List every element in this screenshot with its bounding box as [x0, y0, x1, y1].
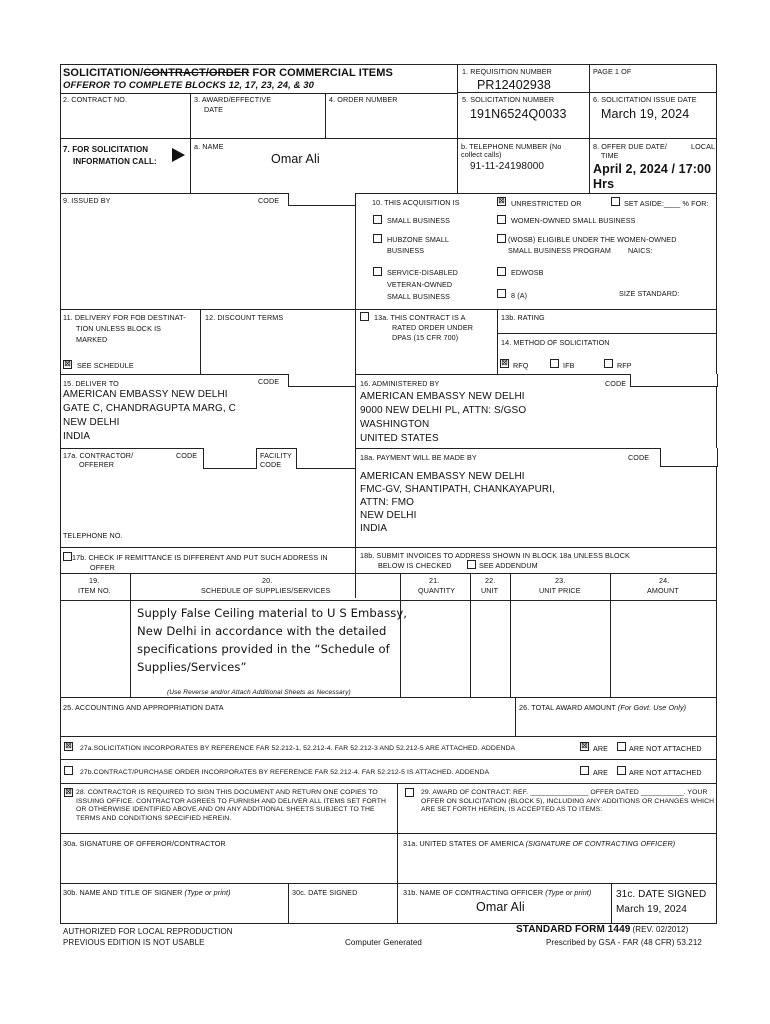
deliver-to-line-3: NEW DELHI [63, 417, 120, 428]
item-description-line-1: Supply False Ceiling material to U S Embassy, [137, 606, 408, 620]
co-date-signed-label: 31c. DATE SIGNED [616, 889, 707, 900]
rule [716, 64, 717, 923]
col-quantity-num: 21. [429, 576, 440, 585]
col-item-no: ITEM NO. [78, 586, 111, 595]
arrow-right-icon [172, 148, 185, 162]
contractor-code-box[interactable] [203, 448, 257, 469]
payment-code-box[interactable] [660, 448, 718, 467]
col-item-no-num: 19. [89, 576, 100, 585]
page-label: PAGE 1 OF [593, 67, 632, 76]
rule [200, 309, 201, 374]
29-checkbox[interactable] [405, 788, 414, 797]
facility-code-box[interactable] [296, 448, 356, 469]
facility-label-2: CODE [260, 460, 282, 469]
payment-line-2: FMC-GV, SHANTIPATH, CHANKAYAPURI, [360, 484, 555, 495]
27b-are-checkbox[interactable] [580, 766, 589, 775]
rule [60, 64, 717, 65]
rule [60, 193, 717, 194]
ifb-label: IFB [563, 361, 575, 370]
offeror-signature-label: 30a. SIGNATURE OF OFFEROR/CONTRACTOR [63, 839, 226, 848]
administered-line-3: WASHINGTON [360, 419, 430, 430]
item-description-line-4: Supplies/Services” [137, 660, 247, 674]
28-text: 28. CONTRACTOR IS REQUIRED TO SIGN THIS DOCUMENT AND RETURN ONE COPIES TO ISSUING OFFICE. CONTRACTOR AGREES TO FURNISH AND DELIVER ALL ITEMS SET FORTH OR OTHERWISE IDENTIFIED ABOVE AND ON ANY ADDITIONAL SHEETS SUBJECT TO THE TERMS AND CONDITIONS SPECIFIED HEREIN. [76, 789, 386, 822]
payment-line-3: ATTN: FMO [360, 497, 415, 508]
see-schedule-checkbox[interactable]: ☒ [64, 361, 71, 368]
rule [190, 93, 191, 193]
rfp-checkbox[interactable] [604, 359, 613, 368]
payment-line-4: NEW DELHI [360, 510, 417, 521]
computer-generated: Computer Generated [345, 938, 422, 947]
reverse-note: (Use Reverse and/or Attach Additional Sheets as Necessary) [167, 689, 351, 696]
info-call-label-2: INFORMATION CALL: [73, 157, 157, 166]
remittance-label-2: OFFER [90, 563, 115, 572]
co-date-signed-value: March 19, 2024 [616, 904, 687, 915]
remittance-checkbox[interactable] [63, 552, 72, 561]
acquisition-label: 10. THIS ACQUISITION IS [372, 198, 460, 207]
contract-no-label: 2. CONTRACT NO. [63, 95, 128, 104]
rfq-checkbox[interactable]: ☒ [501, 360, 508, 367]
unrestricted-checkbox[interactable]: ☒ [498, 198, 505, 205]
addendum-checkbox[interactable] [467, 560, 476, 569]
setaside-checkbox[interactable] [611, 197, 620, 206]
due-date-local: LOCAL [691, 142, 716, 151]
rule [60, 783, 717, 784]
rule [497, 309, 498, 374]
setaside-label: SET ASIDE:____ % FOR: [624, 199, 709, 208]
rule [60, 64, 61, 923]
deliver-to-line-1: AMERICAN EMBASSY NEW DELHI [63, 389, 228, 400]
rated-order-checkbox[interactable] [360, 312, 369, 321]
wosb-label: (WOSB) ELIGIBLE UNDER THE WOMEN-OWNED [508, 235, 677, 244]
sdvosb-label-2: VETERAN-OWNED [387, 280, 453, 289]
rule [611, 883, 612, 923]
col-unit-price: UNIT PRICE [539, 586, 581, 595]
contractor-code-label: CODE [176, 451, 198, 460]
rule [510, 573, 511, 697]
27a-are-not-label: ARE NOT ATTACHED [629, 744, 702, 753]
contractor-label-2: OFFERER [79, 460, 115, 469]
administered-code-label: CODE [605, 379, 627, 388]
rule [60, 833, 717, 834]
deliver-to-line-2: GATE C, CHANDRAGUPTA MARG, C [63, 403, 236, 414]
rule [60, 697, 717, 698]
contracting-officer-value: Omar Ali [476, 900, 525, 914]
contracting-officer-label: 31b. NAME OF CONTRACTING OFFICER (Type or print) [403, 888, 592, 897]
28-checkbox[interactable]: ☒ [65, 789, 72, 796]
rated-order-label-2: RATED ORDER UNDER [392, 323, 474, 332]
rule [60, 138, 717, 139]
deliver-to-label: 15. DELIVER TO [63, 379, 119, 388]
rule [325, 93, 326, 138]
rule [470, 573, 471, 697]
authorized-reproduction: AUTHORIZED FOR LOCAL REPRODUCTION [63, 927, 233, 936]
due-date-label: 8. OFFER DUE DATE/ [593, 142, 667, 151]
rule [60, 309, 717, 310]
ifb-checkbox[interactable] [550, 359, 559, 368]
due-date-label-2: TIME [601, 151, 619, 160]
payment-label: 18a. PAYMENT WILL BE MADE BY [360, 453, 477, 462]
total-award-label: 26. TOTAL AWARD AMOUNT (For Govt. Use Only) [519, 703, 687, 712]
27b-are-label: ARE [593, 768, 609, 777]
gov-signature-label: 31a. UNITED STATES OF AMERICA (SIGNATURE OF CONTRACTING OFFICER) [403, 839, 676, 848]
col-amount-num: 24. [659, 576, 670, 585]
administered-line-2: 9000 NEW DELHI PL, ATTN: S/GSO [360, 405, 527, 416]
item-description-line-3: specifications provided in the “Schedule of [137, 642, 390, 656]
27b-label: 27b.CONTRACT/PURCHASE ORDER INCORPORATES BY REFERENCE FAR 52.212-4. FAR 52.212-5 IS ATTACHED. ADDENDA [80, 769, 490, 776]
payment-line-5: INDIA [360, 523, 388, 534]
rule [355, 193, 356, 598]
edwosb-label: EDWOSB [511, 268, 544, 277]
27b-are-not-checkbox[interactable] [617, 766, 626, 775]
col-quantity: QUANTITY [418, 586, 456, 595]
accounting-label: 25. ACCOUNTING AND APPROPRIATION DATA [63, 703, 224, 712]
requisition-value: PR12402938 [477, 78, 551, 92]
size-standard-label: SIZE STANDARD: [619, 289, 680, 298]
eight-a-checkbox[interactable] [497, 289, 506, 298]
addendum-label: SEE ADDENDUM [479, 561, 538, 570]
rule [60, 736, 717, 737]
27a-are-not-checkbox[interactable] [617, 742, 626, 751]
sdvosb-label: SERVICE-DISABLED [387, 268, 458, 277]
delivery-label-3: MARKED [76, 335, 108, 344]
rule [60, 547, 717, 548]
col-unit-num: 22. [485, 576, 496, 585]
contractor-label: 17a. CONTRACTOR/ [63, 451, 134, 460]
see-schedule-label: SEE SCHEDULE [77, 361, 134, 370]
administered-line-4: UNITED STATES [360, 433, 439, 444]
col-unit-price-num: 23. [555, 576, 566, 585]
rule [60, 759, 717, 760]
rfp-label: RFP [617, 361, 632, 370]
award-date-label-2: DATE [204, 105, 224, 114]
telephone-no-label: TELEPHONE NO. [63, 531, 123, 540]
rule [60, 573, 717, 574]
edwosb-checkbox[interactable] [497, 267, 506, 276]
issued-code-box[interactable] [288, 193, 356, 206]
unrestricted-label: UNRESTRICTED OR [511, 199, 582, 208]
rule [60, 374, 717, 375]
name-label: a. NAME [194, 142, 224, 151]
form-subtitle: OFFEROR TO COMPLETE BLOCKS 12, 17, 23, 24, & 30 [63, 80, 315, 91]
facility-label: FACILITY [260, 451, 292, 460]
payment-code-label: CODE [628, 453, 650, 462]
delivery-label: 11. DELIVERY FOR FOB DESTINAT- [63, 313, 186, 322]
deliver-code-box[interactable] [288, 374, 356, 387]
rule [515, 697, 516, 736]
rfq-label: RFQ [513, 361, 529, 370]
signer-name-label: 30b. NAME AND TITLE OF SIGNER (Type or print) [63, 888, 231, 897]
telephone-value: 91-11-24198000 [470, 161, 545, 172]
rule [397, 783, 398, 923]
info-call-label: 7. FOR SOLICITATION [63, 145, 149, 154]
29-text: 29. AWARD OF CONTRACT: REF. _______________ OFFER DATED ___________. YOUR OFFER ON SOLICITATION (BLOCK 5), INCLUDING ANY ADDITIONS OR CHANGES WHICH ARE SET FORTH HEREIN, IS ACCEPTED AS TO ITEMS: [421, 789, 715, 814]
rule [288, 883, 289, 923]
27a-are-label: ARE [593, 744, 609, 753]
hubzone-label-2: BUSINESS [387, 246, 425, 255]
sdvosb-checkbox[interactable] [373, 267, 382, 276]
issued-by-label: 9. ISSUED BY [63, 196, 111, 205]
delivery-label-2: TION UNLESS BLOCK IS [76, 324, 162, 333]
award-date-label: 3. AWARD/EFFECTIVE [194, 95, 272, 104]
telephone-label: b. TELEPHONE NUMBER (No [461, 142, 562, 151]
27b-checkbox[interactable] [64, 766, 73, 775]
rule [60, 883, 717, 884]
rule [457, 64, 458, 193]
method-label: 14. METHOD OF SOLICITATION [501, 338, 610, 347]
27b-are-not-label: ARE NOT ATTACHED [629, 768, 702, 777]
women-owned-checkbox[interactable] [497, 215, 506, 224]
name-value: Omar Ali [271, 152, 320, 166]
rule [610, 573, 611, 697]
rule [130, 573, 131, 697]
administered-line-1: AMERICAN EMBASSY NEW DELHI [360, 391, 525, 402]
issue-date-label: 6. SOLICITATION ISSUE DATE [593, 95, 697, 104]
item-description-line-2: New Delhi in accordance with the detailed [137, 624, 387, 638]
order-number-label: 4. ORDER NUMBER [329, 95, 398, 104]
discount-terms-label: 12. DISCOUNT TERMS [205, 313, 284, 322]
submit-invoices-label: 18b. SUBMIT INVOICES TO ADDRESS SHOWN IN BLOCK 18a UNLESS BLOCK [360, 551, 630, 560]
27a-checkbox[interactable]: ☒ [65, 743, 72, 750]
deliver-to-line-4: INDIA [63, 431, 91, 442]
wosb-label-2: SMALL BUSINESS PROGRAM [508, 246, 611, 255]
rule [60, 448, 717, 449]
rated-order-label-3: DPAS (15 CFR 700) [392, 333, 459, 342]
hubzone-checkbox[interactable] [373, 234, 382, 243]
date-signed-label: 30c. DATE SIGNED [292, 888, 358, 897]
payment-line-1: AMERICAN EMBASSY NEW DELHI [360, 471, 525, 482]
col-schedule-num: 20. [262, 576, 273, 585]
sdvosb-label-3: SMALL BUSINESS [387, 292, 451, 301]
27a-are-checkbox[interactable]: ☒ [581, 743, 588, 750]
administered-code-box[interactable] [630, 374, 718, 387]
rated-order-label: 13a. THIS CONTRACT IS A [374, 313, 466, 322]
col-schedule: SCHEDULE OF SUPPLIES/SERVICES [201, 586, 331, 595]
27a-label: 27a.SOLICITATION INCORPORATES BY REFERENCE FAR 52.212-1, 52.212-4. FAR 52.212-3 AND 52.212-5 ARE ATTACHED. ADDENDA [80, 745, 516, 752]
remittance-label: 17b. CHECK IF REMITTANCE IS DIFFERENT AND PUT SUCH ADDRESS IN [72, 553, 328, 562]
issue-date-value: March 19, 2024 [601, 107, 690, 121]
rule [60, 93, 457, 94]
due-date-value: April 2, 2024 / 17:00 [593, 162, 712, 176]
previous-edition: PREVIOUS EDITION IS NOT USABLE [63, 938, 205, 947]
small-business-label: SMALL BUSINESS [387, 216, 451, 225]
issued-code-label: CODE [258, 196, 280, 205]
deliver-code-label: CODE [258, 377, 280, 386]
rule [589, 64, 590, 193]
col-amount: AMOUNT [647, 586, 679, 595]
rule [497, 333, 717, 334]
solicitation-number-value: 191N6524Q0033 [470, 107, 567, 121]
submit-invoices-label-2: BELOW IS CHECKED [378, 561, 452, 570]
rule [60, 600, 717, 601]
rating-label: 13b. RATING [501, 313, 545, 322]
col-unit: UNIT [481, 586, 499, 595]
women-owned-label: WOMEN-OWNED SMALL BUSINESS [511, 216, 636, 225]
telephone-label-2: collect calls) [461, 150, 502, 159]
due-date-value-2: Hrs [593, 177, 615, 191]
solicitation-number-label: 5. SOLICITATION NUMBER [462, 95, 555, 104]
administered-by-label: 16. ADMINISTERED BY [360, 379, 440, 388]
form-title: SOLICITATION/CONTRACT/ORDER FOR COMMERCIAL ITEMS [63, 67, 393, 79]
requisition-label: 1. REQUISITION NUMBER [462, 67, 552, 76]
hubzone-label: HUBZONE SMALL [387, 235, 450, 244]
small-business-checkbox[interactable] [373, 215, 382, 224]
standard-form-id: STANDARD FORM 1449 (REV. 02/2012) [516, 924, 689, 935]
wosb-checkbox[interactable] [497, 234, 506, 243]
prescribed-by: Prescribed by GSA - FAR (48 CFR) 53.212 [546, 938, 702, 947]
eight-a-label: 8 (A) [511, 291, 528, 300]
rule [400, 573, 401, 697]
naics-label: NAICS: [628, 246, 653, 255]
